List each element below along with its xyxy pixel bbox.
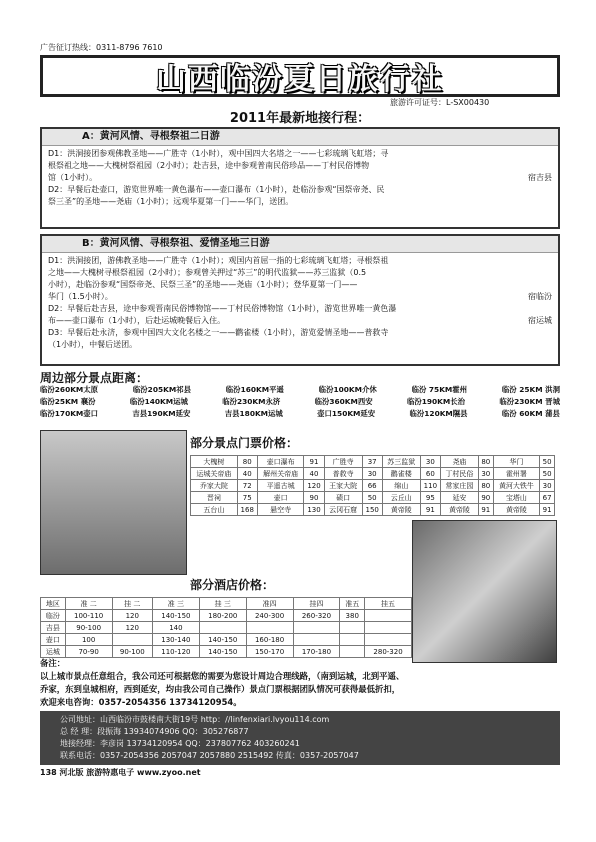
itinerary-headline: 2011年最新地接行程： [229,111,371,126]
route-b-line: D3：早餐后赴永济，参观中国四大文化名楼之一——鹳雀楼（1小时），游览爱情圣地——普救寺 [48,328,389,337]
ticket-price-table [190,455,555,516]
route-a-line: D1：洪洞接团参观佛教圣地——广胜寺（1小时），观中国四大名塔之一——七彩琉璃飞虹塔；寻 [48,149,389,158]
company-manager: 总 经 理：段振海 13934074906 QQ：305276877 [60,727,249,736]
distance-row: 临汾170KM壶口 吉县190KM延安 吉县180KM运城 壶口150KM延安 临汾120KM隰县 临汾 60KM 蒲县 [40,409,560,418]
route-b-line: 之地——大槐树寻根祭祖园（2小时）；参观曾关押过“苏三”的明代监狱——苏三监狱（0.5 [48,268,367,277]
ticket-row: 五台山 168 悬空寺 130 云冈石窟 150 黄帝陵 91 黄帝陵 91 黄帝陵 91 [191,504,555,516]
route-a-line: 祭三圣”的圣地——尧庙（1小时）；远观华夏第一门——华门，送团。 [48,197,294,206]
company-info [40,711,560,765]
notes-line: 以上城市景点任意组合，我公司还可根据您的需要为您设计周边合理线路，（南到运城，北到平遥、 [40,671,405,681]
license-number: 旅游许可证号：L-SX00430 [390,98,490,107]
route-b-box [40,234,560,366]
route-a-line: 馆（1小时）。 宿吉县 [48,173,552,182]
notes-label: 备注： [40,658,66,668]
route-a-box [40,127,560,229]
ticket-row: 乔家大院 72 平遥古城 120 王家大院 66 绵山 110 常家庄园 80 黄河大铁牛 30 [191,480,555,492]
waterfall-photo [412,520,557,663]
company-phone: 联系电话：0357-2054356 2057047 2057880 2515492 传真：0357-2057047 [60,751,359,760]
route-b-line: 小时），赴临汾参观“国祭帝尧、民祭三圣”的圣地——尧庙（1小时）；登华夏第一门—— [48,280,358,289]
route-b-line: （1小时），中餐后送团。 [48,340,138,349]
route-b-line: 布——壶口瀑布（1小时），后赴运城晚餐后入住。 宿运城 [48,316,552,325]
hotel-price-table [40,597,412,658]
hotel-row: 壶口 100 130-140 140-150 160-180 [41,634,412,646]
ticket-price-title: 部分景点门票价格： [190,436,299,450]
route-a-title: A：黄河风情、寻根祭祖二日游 [42,129,558,146]
company-tour-manager: 地接经理：李彦岗 13734120954 QQ：237807762 403260241 [60,739,300,748]
route-b-line: D1：洪洞接团，游佛教圣地——广胜寺（1小时）；观国内首屈一指的七彩琉璃飞虹塔；寻根祭祖 [48,256,389,265]
hotel-price-title: 部分酒店价格： [190,578,275,592]
notes-line: 乔家，东到皇城相府，西到延安，均由我公司自己操作）景点门票根据团队情况可获得最低折扣， [40,684,401,694]
ticket-row: 晋祠 75 壶口 90 碛口 50 云丘山 95 延安 90 宝塔山 67 [191,492,555,504]
hotel-header-row: 地区 准 二 挂 二 准 三 挂 三 准四 挂四 准五 挂五 [41,598,412,610]
ancestral-gate-photo [40,430,187,575]
route-b-stay: 宿运城 [528,316,552,325]
route-b-stay: 宿临汾 [528,292,552,301]
company-address: 公司地址：山西临汾市鼓楼南大街19号 http：//linfenxiari.lvyou114.com [60,715,330,724]
ad-hotline: 广告征订热线：0311-8796 7610 [40,43,163,52]
page-footer: 138 河北版 旅游特惠电子 www.zyoo.net [40,768,201,777]
hotel-row: 吉县 90-100 120 140 [41,622,412,634]
ticket-row: 运城关帝庙 40 解州关帝庙 40 普救寺 30 鹳雀楼 60 丁村民俗 30 霍州署 50 [191,468,555,480]
agency-name: 山西临汾夏日旅行社 [156,62,444,97]
agency-banner [40,55,560,97]
route-a-stay: 宿吉县 [528,173,552,182]
notes-contact: 欢迎来电咨询：0357-2054356 13734120954。 [40,697,242,707]
distance-row: 临汾260KM太原 临汾205KM祁县 临汾160KM平遥 临汾100KM介休 临汾 75KM霍州 临汾 25KM 洪洞 [40,385,560,394]
route-b-title: B：黄河风情、寻根祭祖、爱情圣地三日游 [42,236,558,253]
route-b-line: 华门（1.5小时）。 宿临汾 [48,292,552,301]
notes-block [40,657,560,709]
distance-list [40,384,560,420]
route-b-line: D2：早餐后赴吉县，途中参观晋南民俗博物馆——丁村民俗博物馆（1小时），游览世界唯一黄色瀑 [48,304,397,313]
distance-title: 周边部分景点距离： [40,371,149,385]
route-a-line: D2：早餐后赴壶口，游览世界唯一黄色瀑布——壶口瀑布（1小时），赴临汾参观“国祭帝尧、民 [48,185,385,194]
route-a-line: 根祭祖之地——大槐树祭祖园（2小时）；赴吉县，途中参观普南民俗珍品——丁村民俗博物 [48,161,370,170]
hotel-row: 临汾 100-110 120 140-150 180-200 240-300 260-320 380 [41,610,412,622]
distance-row: 临汾25KM 襄汾 临汾140KM运城 临汾230KM永济 临汾360KM西安 临汾190KM长治 临汾230KM 晋城 [40,397,560,406]
hotel-row: 运城 70-90 90-100 110-120 140-150 150-170 170-180 280-320 [41,646,412,658]
ticket-row: 大槐树 80 壶口瀑布 91 广胜寺 37 苏三监狱 30 尧庙 80 华门 50 [191,456,555,468]
